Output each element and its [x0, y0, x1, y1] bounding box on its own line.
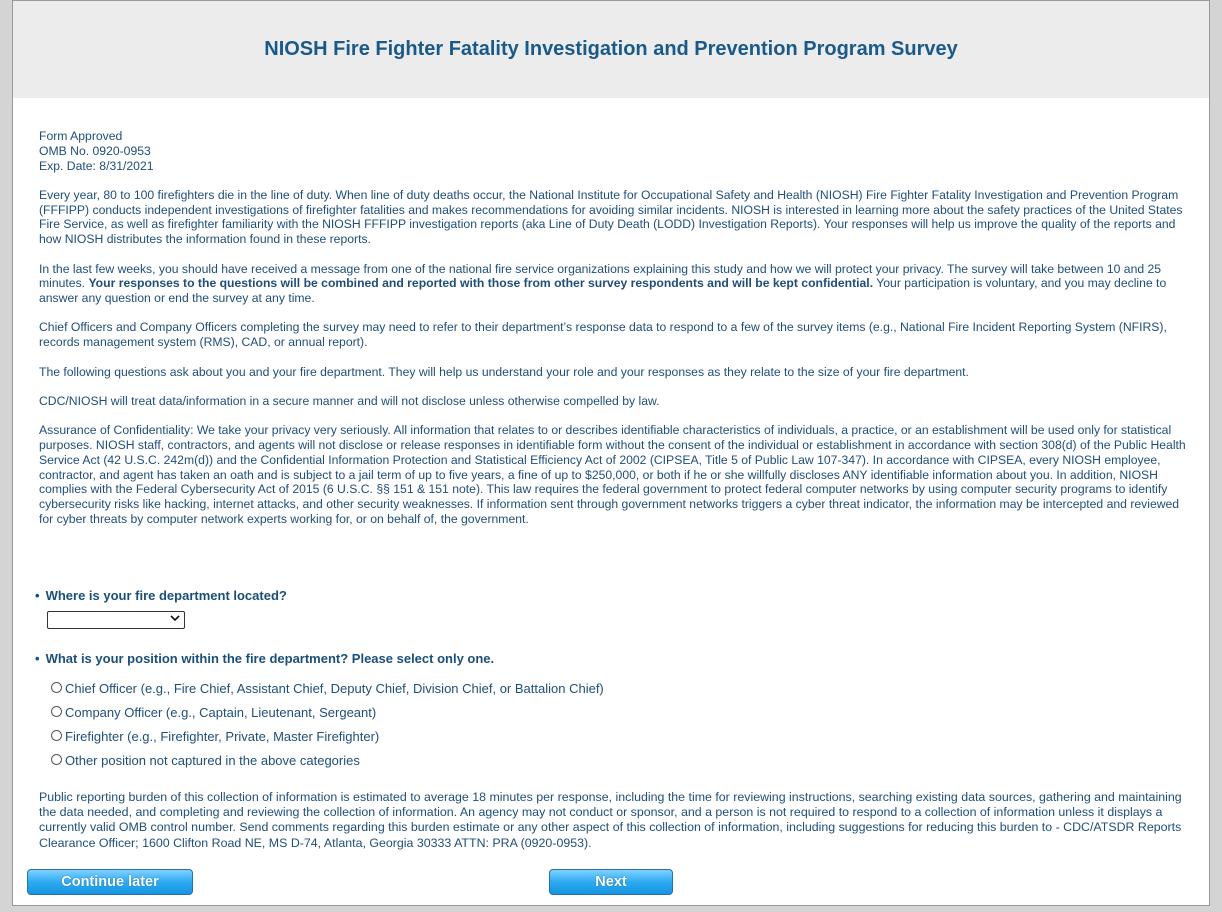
location-select[interactable] — [47, 611, 185, 629]
option-label[interactable]: Company Officer (e.g., Captain, Lieutenant, Sergeant) — [65, 705, 377, 720]
option-label[interactable]: Chief Officer (e.g., Fire Chief, Assistant Chief, Deputy Chief, Division Chief, or Battalion Chief) — [65, 681, 604, 696]
question-position-label: What is your position within the fire department? Please select only one. — [45, 651, 495, 666]
intro-paragraph-1: Every year, 80 to 100 firefighters die in the line of duty. When line of duty deaths occur, the National Institute for Occupational Safety and Health (NIOSH) Fire Fighter Fatality Investigation and Prevention Program (FFFIPP) conducts independent investigations of firefighter fatalities and makes recommendations for avoiding similar incidents. NIOSH is interested in learning more about the safety practices of the United States Fire Service, as well as firefighter familiarity with the NIOSH FFFIPP investigation reports (aka Line of Duty Death (LODD) Investigation Reports). Your responses will help us improve the quality of the reports and how NIOSH distributes the information found in these reports. — [39, 187, 1183, 247]
intro-p2-text-c: Your participation is voluntary, and you may decline to answer any question or end the survey at any time. — [39, 276, 1167, 306]
approval-line-3: Exp. Date: 8/31/2021 — [39, 158, 154, 173]
intro-paragraph-5: CDC/NIOSH will treat data/information in a secure manner and will not disclose unless otherwise compelled by law. — [39, 393, 660, 408]
omb-approval — [39, 129, 1189, 173]
assurance-paragraph: Assurance of Confidentiality: We take your privacy very seriously. All information that relates to or describes identifiable characteristics of individuals, a practice, or an establishment will be used only for statistical purposes. NIOSH staff, contractors, and agents will not disclose or release responses in identifiable form without the consent of the individual or establishment in accordance with section 308(d) of the Public Health Service Act (42 U.S.C. 242m(d)) and the Confidential Information Protection and Statistical Efficiency Act of 2002 (CIPSEA, Title 5 of Public Law 107-347). In accordance with CIPSEA, every NIOSH employee, contractor, and agent has taken an oath and is subject to a jail term of up to five years, a fine of up to $250,000, or both if he or she willfully discloses ANY identifiable information about you. In addition, NIOSH complies with the Federal Cybersecurity Act of 2015 (6 U.S.C. §§ 151 & 151 note). This law requires the federal government to protect federal computer networks by using computer security programs to identify cybersecurity risks like hacking, internet attacks, and other security weaknesses. If information sent through government networks triggers a cyber threat indicator, the information may be intercepted and reviewed for cyber threats by computer network experts working for, or on behalf of, the government. — [39, 423, 1186, 526]
radio-button[interactable] — [51, 754, 62, 765]
confidentiality-statement: Your responses to the questions will be combined and reported with those from other survey respondents and will be kept confidential. — [88, 276, 874, 291]
bullet: • — [35, 651, 40, 666]
question-location — [35, 588, 287, 603]
option-label[interactable]: Firefighter (e.g., Firefighter, Private, Master Firefighter) — [65, 729, 380, 744]
approval-line-1: Form Approved — [39, 129, 123, 143]
bullet: • — [35, 588, 40, 603]
position-option-chief[interactable] — [51, 681, 604, 696]
intro-paragraph-4: The following questions ask about you and your fire department. They will help us understand your role and your responses as they relate to the size of your fire department. — [39, 364, 969, 379]
question-location-label: Where is your fire department located? — [45, 588, 287, 603]
intro-paragraph-2 — [39, 262, 1189, 306]
page-title: NIOSH Fire Fighter Fatality Investigation and Prevention Program Survey — [264, 38, 958, 60]
next-button[interactable]: Next — [549, 869, 673, 895]
position-option-firefighter[interactable] — [51, 729, 379, 744]
option-label[interactable]: Other position not captured in the above categories — [65, 753, 360, 768]
radio-button[interactable] — [51, 682, 62, 693]
position-option-company[interactable] — [51, 705, 376, 720]
intro-paragraph-3: Chief Officers and Company Officers completing the survey may need to refer to their department’s response data to respond to a few of the survey items (e.g., National Fire Incident Reporting System (NFIRS), records management system (RMS), CAD, or annual report). — [39, 320, 1167, 350]
radio-button[interactable] — [51, 706, 62, 717]
continue-later-button[interactable]: Continue later — [27, 869, 193, 895]
radio-button[interactable] — [51, 730, 62, 741]
intro-p2-text-a: In the last few weeks, you should have received a message from one of the national fire service organizations explaining this study and how we will protect your privacy. The survey will take between 10 and 25 minutes. — [39, 261, 1162, 291]
position-option-other[interactable] — [51, 753, 360, 768]
burden-statement: Public reporting burden of this collection of information is estimated to average 18 minutes per response, including the time for reviewing instructions, searching existing data sources, gathering and maintaining the data needed, and completing and reviewing the collection of information. An agency may not conduct or sponsor, and a person is not required to respond to a collection of information unless it displays a currently valid OMB control number. Send comments regarding this burden estimate or any other aspect of this collection of information, including suggestions for reducing this burden to - CDC/ATSDR Reports Clearance Officer; 1600 Clifton Road NE, MS D-74, Atlanta, Georgia 30333 ATTN: PRA (0920-0953). — [39, 790, 1182, 850]
intro-content — [39, 129, 1189, 541]
page-header — [13, 1, 1209, 98]
approval-line-2: OMB No. 0920-0953 — [39, 143, 151, 158]
survey-frame — [12, 0, 1210, 906]
chevron-down-icon — [170, 613, 180, 626]
question-position — [35, 651, 494, 666]
